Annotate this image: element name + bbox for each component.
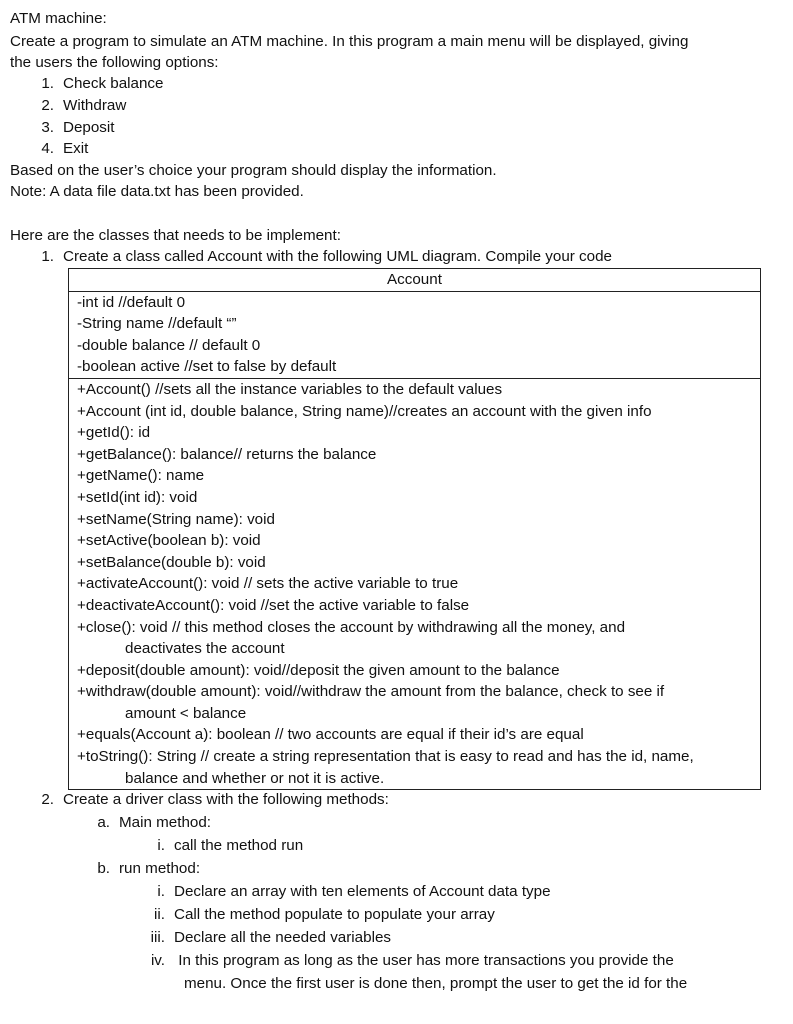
uml-method: +setBalance(double b): void [77, 553, 266, 571]
option-number: 3. [41, 119, 54, 136]
uml-fields [69, 291, 761, 378]
roman-label: ii. [154, 906, 165, 923]
uml-class-name: Account [69, 269, 761, 292]
uml-field: -int id //default 0 [77, 293, 186, 311]
roman-item [131, 835, 303, 857]
roman-text: In this program as long as the user has more transactions you provide the [174, 952, 674, 969]
roman-text: Declare an array with ten elements of Account data type [174, 883, 551, 900]
step-number: 1. [41, 248, 54, 265]
roman-label: i. [157, 837, 165, 854]
note-text: Note: A data file data.txt has been provided. [10, 183, 304, 200]
sub-label: b. [97, 860, 110, 877]
step-number: 2. [41, 791, 54, 808]
roman-label: i. [157, 883, 165, 900]
option-label: Check balance [63, 75, 164, 92]
uml-method: +close(): void // this method closes the account by withdrawing all the money, and [77, 618, 626, 636]
uml-method: +activateAccount(): void // sets the active variable to true [77, 575, 459, 593]
option-number: 4. [41, 140, 54, 157]
roman-item [131, 950, 674, 972]
uml-method: +setName(String name): void [77, 510, 275, 528]
classes-heading: Here are the classes that needs to be implement: [10, 227, 341, 244]
uml-method: +withdraw(double amount): void//withdraw the amount from the balance, check to see if [77, 683, 665, 701]
sub-text: run method: [119, 860, 201, 877]
uml-method: +getName(): name [77, 467, 205, 485]
uml-field: -boolean active //set to false by default [77, 358, 337, 376]
roman-item [131, 927, 391, 949]
roman-item-continuation: menu. Once the first user is done then, prompt the user to get the id for the [184, 975, 688, 992]
sub-item-a [88, 812, 211, 834]
step-text: Create a class called Account with the following UML diagram. Compile your code [63, 248, 612, 265]
uml-method-continuation: amount < balance [125, 704, 247, 722]
uml-method: +setActive(boolean b): void [77, 532, 261, 550]
menu-option [32, 117, 115, 139]
uml-method: +Account() //sets all the instance variables to the default values [77, 380, 503, 398]
uml-method-continuation: deactivates the account [125, 640, 285, 658]
doc-title: ATM machine: [10, 10, 107, 27]
roman-label: iv. [150, 952, 165, 969]
step-1 [32, 246, 612, 268]
uml-method-continuation: balance and whether or not it is active. [125, 769, 385, 787]
step-2 [32, 789, 389, 811]
option-number: 2. [41, 97, 54, 114]
uml-field: -String name //default “” [77, 315, 237, 333]
roman-item [131, 881, 551, 903]
roman-text: call the method run [174, 837, 304, 854]
description-line-1: Create a program to simulate an ATM machine. In this program a main menu will be displayed, giving [10, 33, 689, 50]
menu-option [32, 73, 163, 95]
sub-item-b [88, 858, 200, 880]
uml-method: +getBalance(): balance// returns the balance [77, 445, 377, 463]
menu-option [32, 138, 88, 160]
uml-class-diagram [68, 268, 761, 790]
based-on-text: Based on the user’s choice your program should display the information. [10, 162, 497, 179]
description-line-2: the users the following options: [10, 54, 219, 71]
uml-methods [69, 378, 761, 789]
roman-label: iii. [150, 929, 165, 946]
step-text: Create a driver class with the following methods: [63, 791, 389, 808]
roman-text: Declare all the needed variables [174, 929, 391, 946]
uml-method: +deactivateAccount(): void //set the active variable to false [77, 596, 470, 614]
option-label: Deposit [63, 119, 115, 136]
uml-method: +equals(Account a): boolean // two accounts are equal if their id’s are equal [77, 726, 584, 744]
option-label: Exit [63, 140, 89, 157]
uml-method: +getId(): id [77, 424, 151, 442]
uml-method: +toString(): String // create a string representation that is easy to read and has the id, name, [77, 748, 694, 766]
uml-method: +setId(int id): void [77, 488, 198, 506]
option-number: 1. [41, 75, 54, 92]
roman-item [131, 904, 495, 926]
roman-text: Call the method populate to populate your array [174, 906, 495, 923]
menu-option [32, 95, 126, 117]
uml-method: +Account (int id, double balance, String name)//creates an account with the given info [77, 402, 652, 420]
option-label: Withdraw [63, 97, 127, 114]
uml-method: +deposit(double amount): void//deposit the given amount to the balance [77, 661, 560, 679]
sub-label: a. [97, 814, 110, 831]
sub-text: Main method: [119, 814, 212, 831]
uml-field: -double balance // default 0 [77, 336, 261, 354]
